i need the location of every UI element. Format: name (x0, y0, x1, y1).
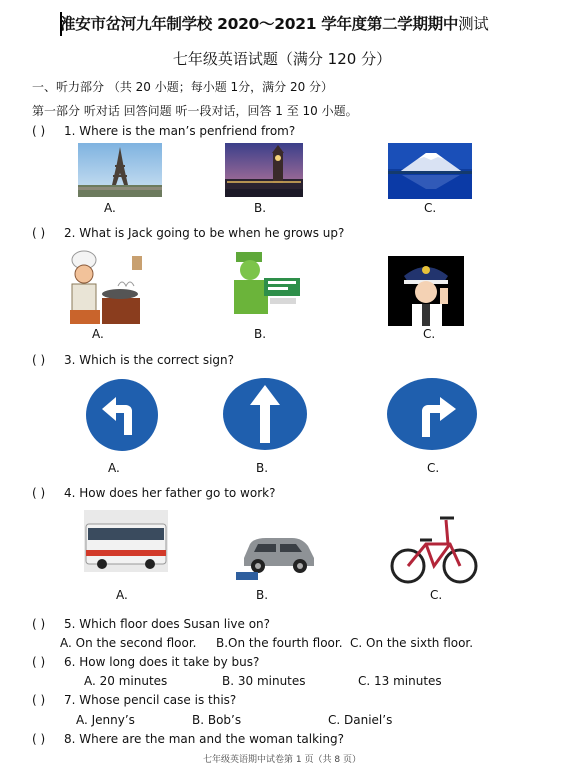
page-title: 淮安市岔河九年制学校 2020～2021 学年度第二学期期中测试 (60, 15, 489, 33)
page-subtitle: 七年级英语试题（满分 120 分） (172, 50, 392, 68)
question-2: ( ) 2. What is Jack going to be when he grows up? (32, 226, 345, 240)
go-straight-sign (222, 377, 308, 451)
q2-label-a: A. (92, 327, 104, 341)
q1-label-c: C. (424, 201, 437, 215)
bicycle-photo (388, 508, 478, 586)
cook-cartoon (62, 246, 148, 326)
q4-label-b: B. (256, 588, 269, 602)
q2-label-b: B. (254, 327, 267, 341)
mount-fuji-photo (388, 143, 472, 199)
bus-photo (84, 510, 168, 572)
question-1: ( ) 1. Where is the man’s penfriend from? (32, 124, 296, 138)
q4-label-a: A. (116, 588, 128, 602)
question-3: ( ) 3. Which is the correct sign? (32, 353, 235, 367)
car-photo (236, 518, 320, 580)
question-7: ( ) 7. Whose pencil case is this? (32, 693, 237, 707)
q5-option-c: C. On the sixth floor. (350, 636, 474, 650)
bank-clerk-cartoon (224, 248, 306, 318)
q5-option-b: B.On the fourth floor. (216, 636, 343, 650)
big-ben-photo (225, 143, 303, 197)
question-4: ( ) 4. How does her father go to work? (32, 486, 276, 500)
q3-label-a: A. (108, 461, 120, 475)
q5-option-a: A. On the second floor. (60, 636, 197, 650)
q7-option-c: C. Daniel’s (328, 713, 393, 727)
page-footer: 七年级英语期中试卷第 1 页（共 8 页） (203, 755, 361, 765)
eiffel-tower-photo (78, 143, 162, 197)
part1-instruction: 第一部分 听对话 回答问题 听一段对话，回答 1 至 10 小题。 (32, 104, 358, 118)
question-6: ( ) 6. How long does it take by bus? (32, 655, 260, 669)
q7-option-b: B. Bob’s (192, 713, 242, 727)
q6-option-a: A. 20 minutes (84, 674, 168, 688)
q4-label-c: C. (430, 588, 443, 602)
q1-label-b: B. (254, 201, 267, 215)
turn-right-sign (386, 377, 478, 451)
turn-left-sign (84, 377, 160, 453)
question-8: ( ) 8. Where are the man and the woman talking? (32, 732, 344, 746)
police-officer-cartoon (388, 256, 464, 326)
q2-label-c: C. (423, 327, 436, 341)
q3-label-c: C. (427, 461, 440, 475)
q3-label-b: B. (256, 461, 269, 475)
q6-option-b: B. 30 minutes (222, 674, 306, 688)
question-5: ( ) 5. Which floor does Susan live on? (32, 617, 271, 631)
q1-label-a: A. (104, 201, 116, 215)
q7-option-a: A. Jenny’s (76, 713, 135, 727)
q6-option-c: C. 13 minutes (358, 674, 442, 688)
section-heading-listening: 一、听力部分 （共 20 小题；每小题 1分，满分 20 分） (32, 80, 334, 94)
